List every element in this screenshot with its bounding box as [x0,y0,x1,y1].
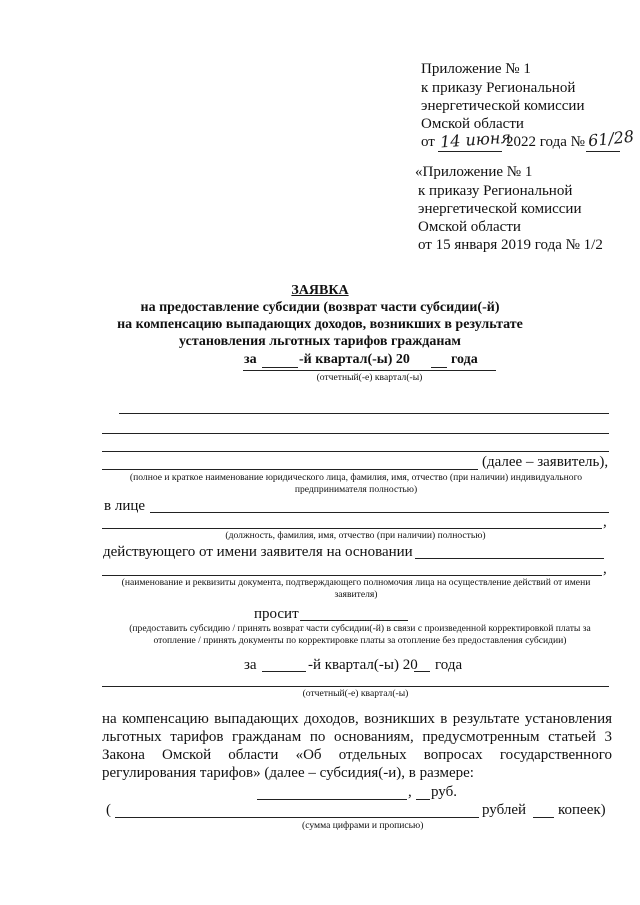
person-prefix: в лице [104,498,146,514]
period2-quarter-blank[interactable] [262,671,306,672]
period-caption: (отчетный(-е) квартал(-ы) [316,372,423,383]
year-blank[interactable] [431,367,447,368]
period-prefix: за [244,352,257,367]
handwritten-date-signature: 14 июня [439,127,512,152]
amount-rubles-blank[interactable] [257,799,407,800]
period2-middle: -й квартал(-ы) 20 [308,657,418,673]
period2-year-blank[interactable] [414,671,430,672]
amount-words-blank[interactable] [115,817,479,818]
title-line2: на компенсацию выпадающих доходов, возникших в результате [117,317,523,332]
body-line1: на компенсацию выпадающих доходов, возникших в результате установления [102,711,612,727]
request-word: просит [254,606,299,622]
request-caption: (предоставить субсидию / принять возврат части субсидии(-й) в связи с произведенной корректировкой платы за отопление / принять документы по корректировке платы за отопление без предоставления субсидии) [129,623,591,646]
basis-line-2[interactable] [102,575,602,576]
body-line2: льготных тарифов гражданам по основаниям, предусмотренным статьей 3 [102,729,612,745]
period2-prefix: за [244,657,257,673]
applicant-suffix: (далее – заявитель), [482,454,609,470]
quarter-blank[interactable] [262,367,298,368]
applicant-line-4[interactable] [102,469,478,470]
title-line3: установления льготных тарифов гражданам [179,334,461,349]
amount-words-kopecks-blank[interactable] [533,817,554,818]
person-comma: , [603,514,607,530]
header-current-line3: энергетической комиссии [421,98,585,114]
applicant-line-2[interactable] [102,433,609,434]
basis-prefix: действующего от имени заявителя на основании [103,544,413,560]
amount-rubles-word: рублей [482,802,527,818]
header-current-date-suffix: 2022 года № [506,134,585,150]
title-line1: на предоставление субсидии (возврат части субсидии(-й) [140,300,500,315]
person-line-2[interactable] [102,528,602,529]
amount-rub: руб. [431,784,457,800]
period-middle: -й квартал(-ы) 20 [299,352,410,367]
header-previous-line2: к приказу Региональной [418,183,573,199]
body-line4: регулирования тарифов» (далее – субсидия(-и), в размере: [102,765,474,781]
period2-suffix: года [435,657,463,673]
basis-caption: (наименование и реквизиты документа, подтверждающего полномочия лица на осуществление действий от имени заявителя) [121,577,591,600]
applicant-line-1[interactable] [119,413,609,414]
applicant-line-3[interactable] [102,451,609,452]
amount-caption: (сумма цифрами и прописью) [302,820,424,831]
body-line3: Закона Омской области «Об отдельных вопросах государственного [102,747,612,763]
amount-open-paren: ( [106,802,111,818]
header-current-line4: Омской области [421,116,524,132]
header-previous-line1: «Приложение № 1 [415,164,533,180]
header-current-line1: Приложение № 1 [421,61,531,77]
header-current-line2: к приказу Региональной [421,80,576,96]
request-line[interactable] [300,620,408,621]
header-previous-line4: Омской области [418,219,521,235]
person-caption: (должность, фамилия, имя, отчество (при наличии) полностью) [225,530,486,541]
document-title: ЗАЯВКА [291,283,349,298]
period-rule [243,370,496,371]
basis-line-1[interactable] [415,558,604,559]
number-underline [586,151,620,152]
person-line-1[interactable] [150,512,609,513]
period-suffix: года [451,352,478,367]
date-underline [438,151,502,152]
period2-caption: (отчетный(-е) квартал(-ы) [302,688,409,699]
amount-kopecks-blank[interactable] [416,799,430,800]
header-previous-line3: энергетической комиссии [418,201,582,217]
period2-rule [102,686,609,687]
header-current-date-prefix: от [421,134,435,150]
applicant-caption: (полное и краткое наименование юридического лица, фамилия, имя, отчество (при наличии) индивидуального предпринимателя полностью) [129,472,583,495]
handwritten-number-signature: 61/28 [587,126,635,151]
amount-sep: , [408,784,412,800]
basis-comma: , [603,561,607,577]
header-previous-line5: от 15 января 2019 года № 1/2 [418,237,603,253]
amount-kopecks-word: копеек) [558,802,606,818]
